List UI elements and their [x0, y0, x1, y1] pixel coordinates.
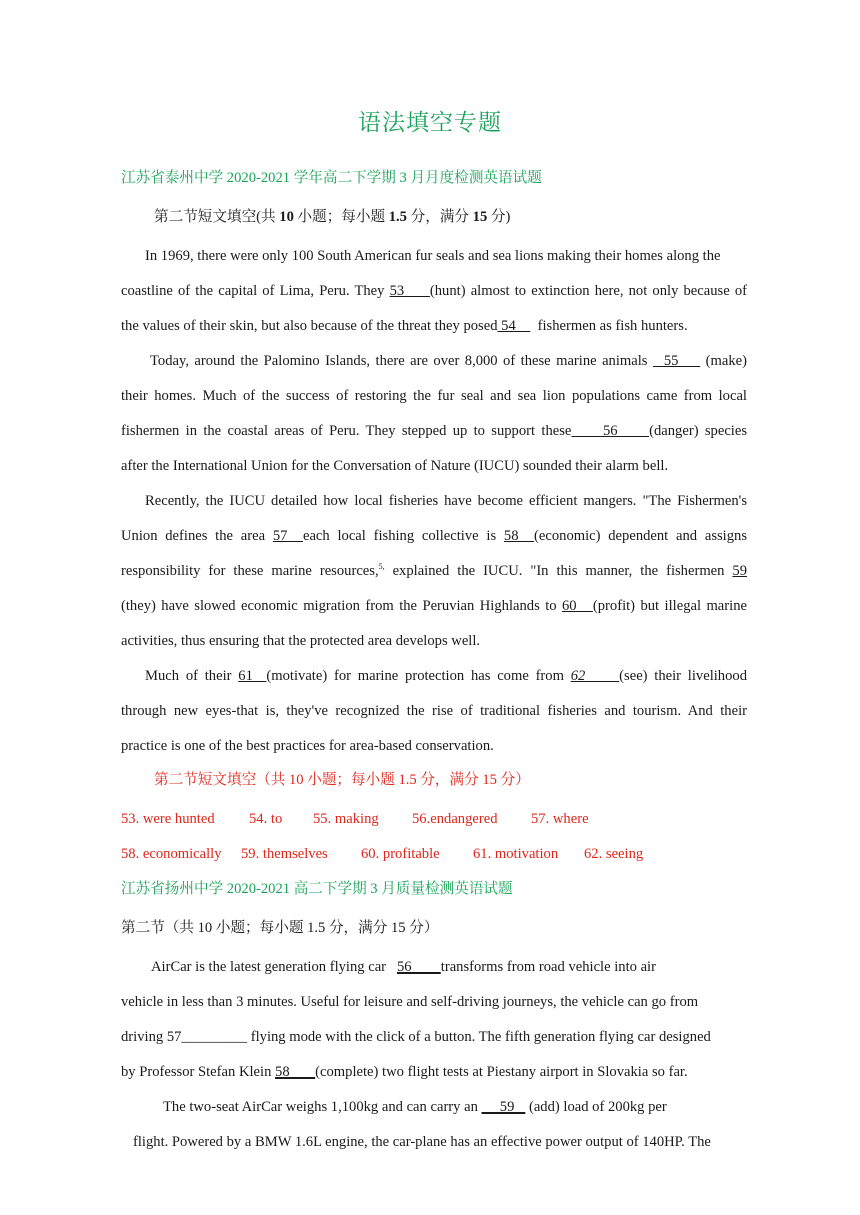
superscript-mark: 5, — [378, 562, 385, 572]
text: (motivate) for marine protection has come from — [266, 668, 571, 684]
blank-55[interactable]: 55 — [652, 353, 701, 369]
blank-57[interactable]: 57 — [272, 528, 303, 544]
paragraph-line — [121, 316, 747, 336]
paragraph-line: vehicle in less than 3 minutes. Useful for leisure and self-driving journeys, the vehicle can go from — [121, 994, 699, 1010]
paragraph-line: flight. Powered by a BMW 1.6L engine, the car-plane has an effective power output of 140HP. The — [133, 1134, 711, 1150]
heading-text: 第二节短文填空(共 — [154, 209, 280, 225]
answer-58: 58. economically — [121, 846, 222, 862]
heading-text: 分，满分 — [406, 209, 473, 225]
text: (see) their livelihood — [619, 668, 747, 684]
answer-55: 55. making — [313, 811, 379, 827]
text: fishermen in the coastal areas of Peru. They stepped up to support these — [121, 423, 572, 439]
text: (profit) but illegal marine — [592, 598, 747, 614]
section1-heading — [154, 207, 780, 227]
text: (they) have slowed economic migration from the Peruvian Highlands to — [121, 598, 562, 614]
blank-56[interactable]: 56 — [397, 959, 441, 975]
answer-59: 59. themselves — [241, 846, 328, 862]
text: fishermen as fish hunters. — [530, 318, 688, 334]
blank-59[interactable]: 59 — [481, 1099, 526, 1115]
paragraph-line — [121, 526, 747, 546]
answer-62: 62. seeing — [584, 846, 644, 862]
paragraph-line — [150, 351, 747, 371]
text: Much of their — [145, 668, 239, 684]
text: (make) — [700, 353, 748, 369]
section2-source: 江苏省扬州中学 2020-2021 高二下学期 3 月质量检测英语试题 — [121, 881, 513, 897]
text: (complete) two flight tests at Piestany airport in Slovakia so far. — [315, 1064, 688, 1080]
text: flying mode with the click of a button. The fifth generation flying car designed — [247, 1029, 711, 1045]
text: AirCar is the latest generation flying car — [151, 959, 397, 975]
text: transforms from road vehicle into air — [440, 959, 656, 975]
heading-points: 1.5 — [388, 209, 407, 225]
paragraph-line — [121, 561, 747, 581]
paragraph-line — [163, 1097, 733, 1117]
paragraph-line — [145, 666, 747, 686]
answer-57: 57. where — [531, 811, 589, 827]
paragraph-line: after the International Union for the Conversation of Nature (IUCU) sounded their alarm bell. — [121, 458, 669, 474]
text: responsibility for these marine resources, — [121, 563, 379, 579]
text: Today, around the Palomino Islands, there are over 8,000 of these marine animals — [150, 353, 653, 369]
text: (economic) dependent and assigns — [534, 528, 748, 544]
text: each local fishing collective is — [302, 528, 504, 544]
paragraph-line: their homes. Much of the success of restoring the fur seal and sea lion populations came from local — [121, 388, 747, 404]
answer-56: 56.endangered — [412, 811, 498, 827]
paragraph-line: In 1969, there were only 100 South American fur seals and sea lions making their homes along the — [145, 248, 721, 264]
heading-count: 10 — [279, 209, 294, 225]
text: (hunt) almost to extinction here, not only because of — [429, 283, 747, 299]
blank-56[interactable]: 56 — [571, 423, 650, 439]
section1-source: 江苏省泰州中学 2020-2021 学年高二下学期 3 月月度检测英语试题 — [121, 170, 542, 186]
blank-53[interactable]: 53 — [389, 283, 430, 299]
blank-58[interactable]: 58 — [503, 528, 535, 544]
paragraph-line — [151, 957, 741, 977]
section2-heading: 第二节（共 10 小题；每小题 1.5 分，满分 15 分） — [121, 920, 439, 936]
blank-59[interactable]: 59 — [732, 563, 748, 579]
answer-61: 61. motivation — [473, 846, 559, 862]
text: Union defines the area — [121, 528, 273, 544]
text: explained the IUCU. "In this manner, the fishermen — [384, 563, 733, 579]
blank-60[interactable]: 60 — [561, 598, 593, 614]
paragraph-line — [121, 281, 747, 301]
blank-58[interactable]: 58 — [275, 1064, 316, 1080]
paragraph-line — [121, 1062, 747, 1082]
heading-total: 15 — [472, 209, 488, 225]
answer-53: 53. were hunted — [121, 811, 215, 827]
paragraph-line: practice is one of the best practices for area-based conservation. — [121, 738, 494, 754]
paragraph-line: through new eyes-that is, they've recognized the rise of traditional fisheries and tourism. And their — [121, 703, 747, 719]
paragraph-line — [121, 421, 747, 441]
text: driving — [121, 1029, 167, 1045]
text: (danger) species — [649, 423, 748, 439]
answer-60: 60. profitable — [361, 846, 440, 862]
heading-text: 小题；每小题 — [293, 209, 389, 225]
blank-62[interactable]: 62 — [570, 668, 620, 684]
text: by Professor Stefan Klein — [121, 1064, 276, 1080]
paragraph-line — [121, 1027, 747, 1047]
blank-54[interactable]: 54 — [497, 318, 531, 334]
paragraph-line — [121, 596, 747, 616]
paragraph-line: activities, thus ensuring that the protected area develops well. — [121, 633, 481, 649]
heading-text: 分) — [487, 209, 511, 225]
text: The two-seat AirCar weighs 1,100kg and can carry an — [163, 1099, 482, 1115]
text: the values of their skin, but also because of the threat they posed — [121, 318, 498, 334]
text: coastline of the capital of Lima, Peru. They — [121, 283, 390, 299]
text: (add) load of 200kg per — [525, 1099, 667, 1115]
blank-57[interactable]: 57_________ — [166, 1029, 248, 1045]
answer-heading: 第二节短文填空（共 10 小题；每小题 1.5 分，满分 15 分） — [154, 772, 530, 788]
page-title: 语法填空专题 — [358, 110, 502, 135]
blank-61[interactable]: 61 — [238, 668, 267, 684]
answer-54: 54. to — [249, 811, 283, 827]
paragraph-line: Recently, the IUCU detailed how local fisheries have become efficient mangers. "The Fishermen's — [145, 493, 747, 509]
